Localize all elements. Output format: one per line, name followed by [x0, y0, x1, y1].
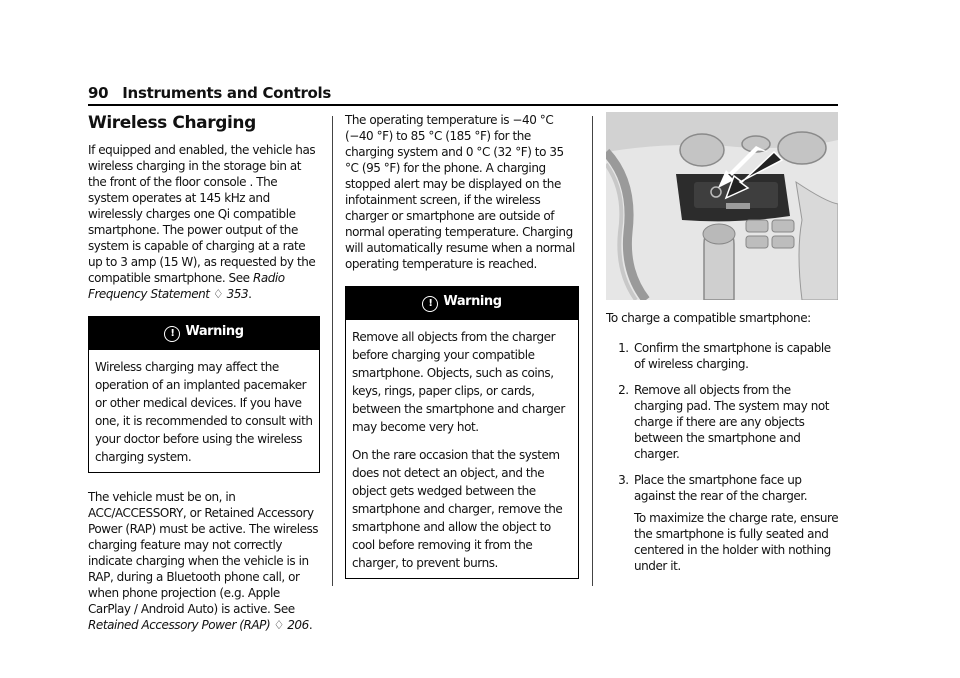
column-divider-2 [592, 116, 593, 586]
page-reference-icon: ♢ [212, 287, 224, 301]
warning-icon: ! [422, 296, 438, 312]
column-2 [345, 112, 579, 595]
intro-paragraph: If equipped and enabled, the vehicle has wireless charging in the storage bin at the front of the floor console . The system operates at 145 kHz and wirelessly charges one Qi compatible smartphone. The power output of the system is capable of charging at a rate up to 3 amp (15 W), as requested by the compatible smartphone. See Radio Frequency Statement ♢ 353. [88, 143, 316, 301]
header-rule [88, 104, 838, 106]
page-reference[interactable]: 206 [287, 618, 309, 632]
charger-illustration [606, 112, 838, 300]
column-divider-1 [332, 116, 333, 586]
list-item: 1. Confirm the smartphone is capable of wireless charging. [632, 340, 840, 372]
list-item: 3. Place the smartphone face up against the rear of the charger. To maximize the charge rate, ensure the smartphone is fully seated and centered in the holder with nothing under it. [632, 472, 840, 574]
radio-frequency-link[interactable]: Radio Frequency Statement [88, 271, 285, 301]
steps-intro: To charge a compatible smartphone: [606, 311, 811, 325]
column-1 [88, 112, 320, 647]
page-header [88, 84, 331, 102]
warning-box-objects [345, 286, 579, 579]
page-reference-icon: ♢ [273, 618, 284, 632]
warning-text-1: Remove all objects from the charger before charging your compatible smartphone. Objects, such as coins, keys, rings, paper clips, or cards, between the smartphone and charger may become very hot. [352, 330, 565, 434]
page-number: 90 [88, 84, 109, 102]
warning-header: ! Warning [346, 287, 578, 320]
step-note: To maximize the charge rate, ensure the smartphone is fully seated and centered in the holder with nothing under it. [634, 511, 839, 573]
page-reference[interactable]: 353 [226, 287, 249, 301]
warning-icon: ! [164, 326, 180, 342]
warning-body [89, 350, 319, 472]
rap-paragraph: The vehicle must be on, in ACC/ACCESSORY, or Retained Accessory Power (RAP) must be active. The wireless charging feature may not correctly indicate charging when the vehicle is in RAP, during a Bluetooth phone call, or when phone projection (e.g. Apple CarPlay / Android Auto) is active. See Retained Accessory Power (RAP) ♢ 206. [88, 490, 319, 632]
warning-header: ! Warning [89, 317, 319, 350]
warning-text: Wireless charging may affect the operation of an implanted pacemaker or other medical devices. If you have one, it is recommended to consult with your doctor before using the wireless charging system. [95, 360, 313, 464]
warning-text-2: On the rare occasion that the system does not detect an object, and the object gets wedged between the smartphone and charger, remove the smartphone and allow the object to cool before removing it from the charger, to prevent burns. [352, 448, 563, 570]
temperature-paragraph: The operating temperature is −40 °C (−40 °F) to 85 °C (185 °F) for the charging system and 0 °C (32 °F) to 35 °C (95 °F) for the phone. A charging stopped alert may be displayed on the infotainment screen, if the wireless charger or smartphone are outside of normal operating temperature. Charging will automatically resume when a normal operating temperature is reached. [345, 113, 575, 271]
list-item: 2. Remove all objects from the charging pad. The system may not charge if there are any objects between the smartphone and charger. [632, 382, 840, 462]
section-heading: Wireless Charging [88, 113, 256, 133]
rap-link[interactable]: Retained Accessory Power (RAP) [88, 618, 271, 632]
steps-list [606, 340, 840, 574]
column-3 [606, 112, 840, 584]
warning-box-pacemaker [88, 316, 320, 473]
section-title: Instruments and Controls [122, 84, 332, 102]
warning-body [346, 320, 578, 578]
